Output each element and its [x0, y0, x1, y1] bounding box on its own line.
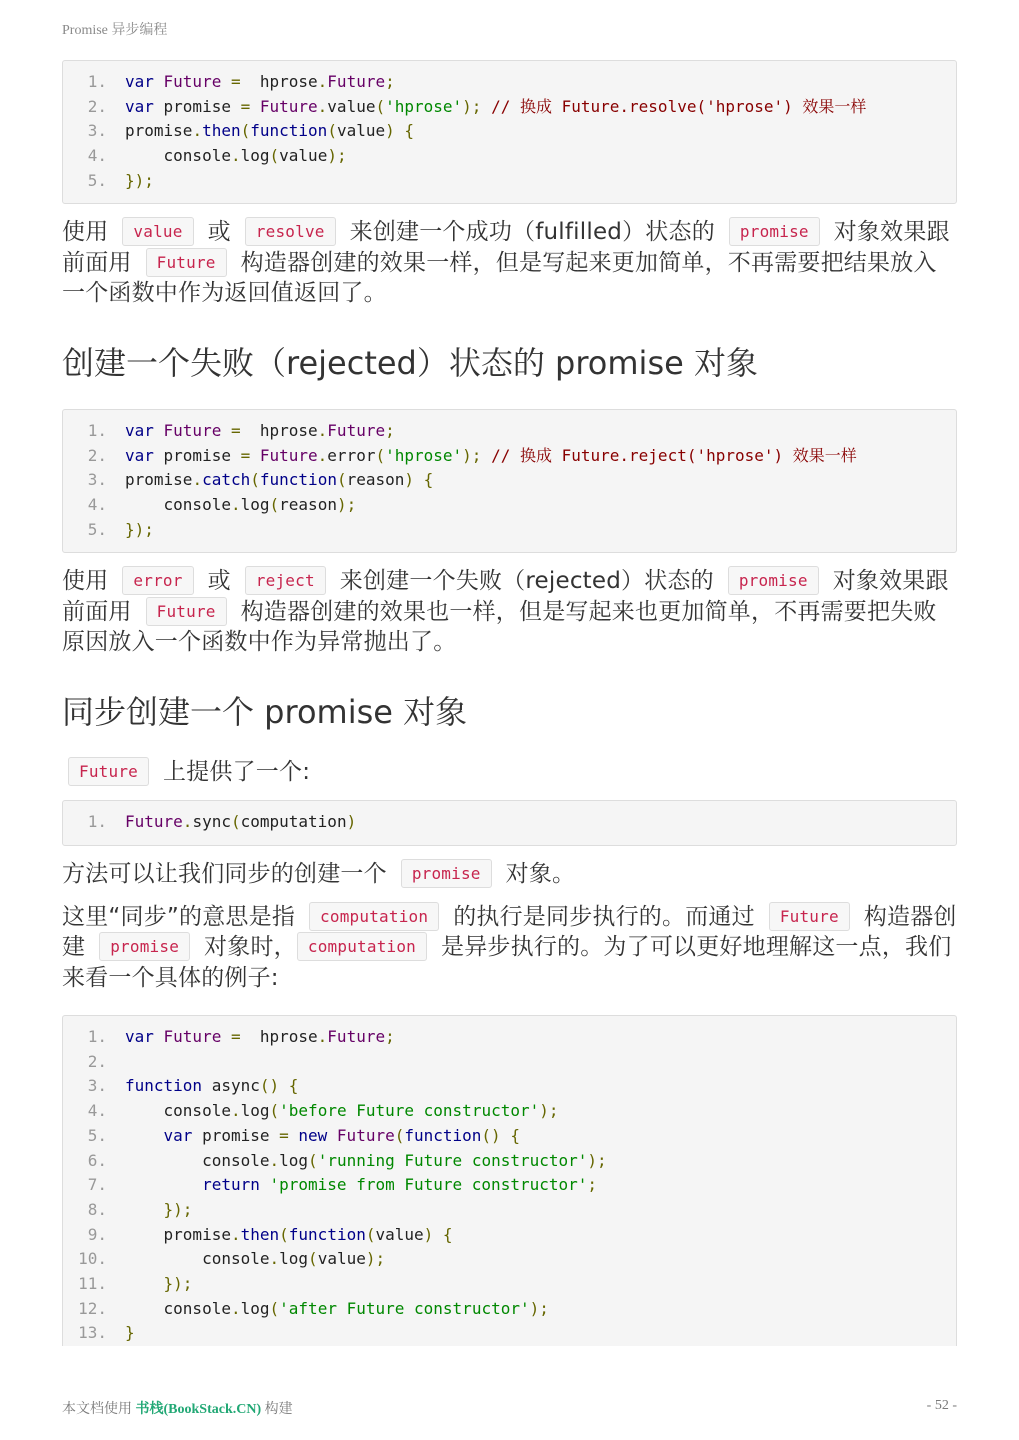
code-token: ) — [346, 812, 357, 832]
code-token: function — [259, 470, 337, 490]
text: 构造器创建 — [62, 903, 957, 961]
inline-code-reject: reject — [245, 566, 326, 595]
code-token: function — [404, 1125, 482, 1145]
code-token: var — [125, 420, 164, 440]
line-number: 2. — [87, 96, 107, 116]
paragraph-value-resolve — [62, 218, 957, 309]
code-token: () { — [481, 1125, 520, 1145]
code-token: log — [240, 1101, 270, 1121]
code-token: computation — [240, 812, 347, 832]
line-number: 10. — [78, 1249, 107, 1269]
code-token: Future — [163, 420, 222, 440]
code-token: then — [240, 1224, 280, 1244]
code-token: function — [125, 1076, 212, 1096]
line-number: 4. — [87, 495, 107, 514]
code-token: value — [375, 1224, 424, 1244]
code-token: 'promise from Future constructor' — [269, 1175, 588, 1195]
code-token: . — [230, 495, 241, 514]
code-token: 'before Future constructor' — [279, 1101, 540, 1121]
code-token: log — [240, 1298, 270, 1318]
text: 对象。 — [505, 861, 576, 888]
inline-code-promise: promise — [99, 932, 190, 961]
code-token: var — [125, 1125, 203, 1145]
code-line — [63, 1149, 956, 1174]
line-number: 5. — [87, 170, 107, 190]
code-token: ; — [385, 72, 395, 91]
code-token: then — [202, 121, 241, 141]
code-token: . — [230, 146, 241, 166]
code-token: ( — [336, 470, 347, 490]
line-number: 12. — [78, 1298, 107, 1318]
text: 使用 — [62, 568, 109, 595]
code-token: value — [279, 146, 328, 166]
code-token: promise — [163, 96, 241, 116]
inline-code-value: value — [122, 217, 193, 246]
running-header: Promise 异步编程 — [62, 23, 168, 38]
code-token: log — [279, 1150, 309, 1170]
code-token: var — [125, 445, 164, 465]
line-number: 3. — [87, 121, 107, 141]
code-line — [63, 169, 956, 194]
line-number: 3. — [87, 1076, 107, 1096]
text: 对象效果跟前面用 — [62, 219, 950, 276]
section-heading-sync: 同步创建一个 promise 对象 — [62, 692, 468, 731]
code-token: ; — [587, 1175, 598, 1195]
code-token: var — [125, 96, 164, 116]
code-token: ); — [462, 445, 482, 465]
text: 使用 — [62, 219, 109, 246]
code-token: catch — [202, 470, 251, 490]
code-line — [63, 119, 956, 144]
code-token: ( — [327, 121, 337, 141]
code-token: ) { — [423, 1224, 453, 1244]
code-token: ) { — [404, 470, 434, 490]
code-line — [63, 810, 956, 835]
page-content — [62, 60, 957, 1346]
code-token: promise — [125, 1224, 231, 1244]
code-token: async — [211, 1076, 260, 1096]
inline-code-future: Future — [146, 248, 227, 277]
code-block-3 — [62, 800, 957, 846]
line-number: 1. — [87, 420, 107, 440]
code-token: ( — [375, 96, 386, 116]
code-token: ( — [365, 1224, 376, 1244]
line-number: 13. — [78, 1323, 107, 1343]
text: 方法可以让我们同步的创建一个 — [62, 861, 387, 888]
code-token: ( — [375, 445, 386, 465]
code-block-1 — [62, 60, 957, 204]
inline-code-computation: computation — [297, 932, 427, 961]
code-token: // 换成 Future.resolve('hprose') 效果一样 — [481, 96, 867, 116]
code-token: = — [240, 96, 260, 116]
text: 构造器创建的效果一样，但是写起来更加简单，不再需要把结果放入一个函数中作为返回值返回了。 — [62, 249, 937, 307]
code-token: }); — [125, 519, 154, 539]
text: 来创建一个成功（fulfilled）状态的 — [349, 219, 715, 246]
code-line — [63, 444, 956, 469]
code-block-2 — [62, 409, 957, 553]
code-token: 'running Future constructor' — [317, 1150, 588, 1170]
paragraph-sync-method — [62, 860, 957, 891]
code-token: console — [125, 1150, 270, 1170]
code-token: console — [125, 146, 231, 166]
code-token: log — [240, 495, 270, 514]
text: 对象时， — [204, 934, 297, 961]
text: 是异步执行的。为了可以更好地理解这一点，我们来看一个具体的例子: — [62, 934, 952, 991]
inline-code-computation: computation — [309, 902, 439, 931]
code-token: }); — [125, 170, 154, 190]
code-token: ( — [250, 470, 260, 490]
code-token: 'hprose' — [385, 96, 463, 116]
line-number: 3. — [87, 470, 107, 490]
line-number: 1. — [87, 1027, 107, 1047]
code-token: error — [327, 445, 376, 465]
code-token: = — [221, 1027, 260, 1047]
code-line — [63, 1050, 956, 1075]
code-line — [63, 70, 956, 95]
code-token: ); — [462, 96, 482, 116]
code-line — [63, 1099, 956, 1124]
code-token: // 换成 Future.reject('hprose') 效果一样 — [481, 445, 857, 465]
section-heading-rejected: 创建一个失败（rejected）状态的 promise 对象 — [62, 343, 758, 382]
line-number: 9. — [87, 1224, 107, 1244]
code-line — [63, 419, 956, 444]
code-token: ); — [365, 1249, 386, 1269]
code-token: . — [317, 72, 328, 91]
code-token: value — [317, 1249, 366, 1269]
code-token: value — [336, 121, 386, 141]
line-number: 1. — [87, 812, 107, 832]
code-token: promise — [202, 1125, 280, 1145]
code-token: . — [269, 1249, 280, 1269]
code-token: . — [317, 1027, 328, 1047]
code-token: console — [125, 1298, 231, 1318]
code-token: ( — [269, 1298, 280, 1318]
inline-code-promise: promise — [729, 217, 820, 246]
code-line — [63, 1173, 956, 1198]
text: 或 — [207, 219, 231, 246]
code-line — [63, 1297, 956, 1322]
code-token: ( — [230, 812, 241, 832]
code-token: reason — [279, 495, 337, 514]
inline-code-future: Future — [68, 757, 149, 786]
line-number: 8. — [87, 1199, 107, 1219]
code-token: ) { — [385, 121, 415, 141]
code-token: ( — [308, 1249, 318, 1269]
line-number: 2. — [87, 445, 107, 465]
text: 上提供了一个: — [163, 758, 311, 785]
code-token: Future — [125, 812, 183, 832]
text: 来创建一个失败（rejected）状态的 — [339, 568, 714, 595]
footer-brand-link[interactable]: 书栈(BookStack.CN) — [135, 1402, 262, 1417]
line-number: 11. — [78, 1273, 107, 1293]
code-token: ( — [240, 121, 251, 141]
code-line — [63, 468, 956, 493]
footer-credit — [62, 1398, 293, 1418]
code-token: ); — [587, 1150, 607, 1170]
code-token: . — [269, 1150, 280, 1170]
line-number: 7. — [87, 1175, 107, 1195]
code-token: . — [230, 1224, 241, 1244]
code-token: log — [279, 1249, 309, 1269]
code-token: return — [125, 1175, 270, 1195]
text: 对象效果跟前面用 — [62, 568, 949, 625]
line-number: 4. — [87, 1101, 107, 1121]
code-token: ); — [539, 1101, 559, 1121]
text: 这里“同步”的意思是指 — [62, 903, 296, 930]
inline-code-error: error — [122, 566, 193, 595]
code-line — [63, 1198, 956, 1223]
code-token: . — [317, 445, 328, 465]
code-token: } — [125, 1323, 135, 1343]
code-token: = — [279, 1125, 299, 1145]
code-token: reason — [346, 470, 405, 490]
text: 或 — [207, 568, 231, 595]
code-token: = — [221, 420, 260, 440]
code-line — [63, 95, 956, 120]
code-line — [63, 1272, 956, 1297]
code-token: }); — [125, 1199, 193, 1219]
inline-code-promise: promise — [728, 566, 819, 595]
code-token: ( — [269, 495, 280, 514]
code-block-4 — [62, 1015, 957, 1346]
code-token: Future — [327, 1027, 386, 1047]
code-token: hprose — [259, 72, 318, 91]
code-token: ; — [385, 420, 395, 440]
code-token: hprose — [259, 1027, 318, 1047]
text: 的执行是同步执行的。而通过 — [453, 903, 755, 930]
code-token: Future — [163, 72, 222, 91]
paragraph-future-provides — [68, 758, 957, 789]
code-token: . — [317, 96, 328, 116]
code-token: . — [230, 1298, 241, 1318]
code-token: ( — [269, 1101, 280, 1121]
code-line — [63, 1223, 956, 1248]
code-token: ( — [269, 146, 280, 166]
inline-code-future: Future — [769, 902, 850, 931]
code-token: 'hprose' — [385, 445, 463, 465]
code-line — [63, 518, 956, 543]
code-token: Future — [327, 72, 386, 91]
code-token: . — [192, 470, 203, 490]
code-token: Future — [259, 445, 318, 465]
code-token: ); — [529, 1298, 549, 1318]
code-token: }); — [125, 1273, 193, 1293]
line-number: 4. — [87, 146, 107, 166]
code-token: log — [240, 146, 270, 166]
code-token: . — [192, 121, 203, 141]
inline-code-promise: promise — [401, 859, 492, 888]
code-line — [63, 1321, 956, 1346]
line-number: 2. — [87, 1051, 107, 1071]
code-token: function — [250, 121, 328, 141]
page-number: - 52 - — [926, 1398, 957, 1413]
code-token: ; — [385, 1027, 395, 1047]
line-number: 6. — [87, 1150, 107, 1170]
code-token: Future — [327, 420, 386, 440]
code-token: ( — [308, 1150, 318, 1170]
code-token: console — [125, 495, 231, 514]
code-token: () { — [259, 1076, 299, 1096]
line-number: 5. — [87, 1125, 107, 1145]
line-number: 1. — [87, 72, 107, 91]
line-number: 5. — [87, 519, 107, 539]
footer-suffix: 构建 — [261, 1402, 293, 1417]
inline-code-future: Future — [146, 597, 227, 626]
code-token: hprose — [259, 420, 318, 440]
code-token: . — [317, 420, 328, 440]
code-token: promise — [125, 121, 193, 141]
inline-code-resolve: resolve — [245, 217, 336, 246]
code-token: . — [182, 812, 193, 832]
code-token: Future — [259, 96, 318, 116]
code-token: new — [298, 1125, 337, 1145]
paragraph-error-reject — [62, 567, 957, 658]
code-token: ); — [336, 495, 357, 514]
footer-prefix: 本文档使用 — [62, 1402, 136, 1417]
code-token: Future — [336, 1125, 395, 1145]
code-line — [63, 1247, 956, 1272]
code-token: console — [125, 1249, 270, 1269]
code-token: function — [288, 1224, 366, 1244]
code-line — [63, 1025, 956, 1050]
code-token: console — [125, 1101, 231, 1121]
code-token: promise — [163, 445, 241, 465]
code-token: value — [327, 96, 376, 116]
paragraph-sync-meaning — [62, 903, 957, 994]
code-token: = — [240, 445, 260, 465]
code-token: var — [125, 72, 164, 91]
code-line — [63, 1124, 956, 1149]
code-token: var — [125, 1027, 164, 1047]
code-token: ( — [279, 1224, 289, 1244]
code-token: . — [230, 1101, 241, 1121]
code-token: = — [221, 72, 260, 91]
code-line — [63, 144, 956, 169]
text: 构造器创建的效果也一样，但是写起来也更加简单，不再需要把失败原因放入一个函数中作为异常抛出了。 — [62, 598, 937, 656]
code-token: ); — [327, 146, 347, 166]
code-token: 'after Future constructor' — [279, 1298, 530, 1318]
code-token: promise — [125, 470, 193, 490]
code-line — [63, 1074, 956, 1099]
code-token: Future — [163, 1027, 222, 1047]
code-line — [63, 493, 956, 518]
code-token: ( — [394, 1125, 405, 1145]
code-token: sync — [192, 812, 231, 832]
